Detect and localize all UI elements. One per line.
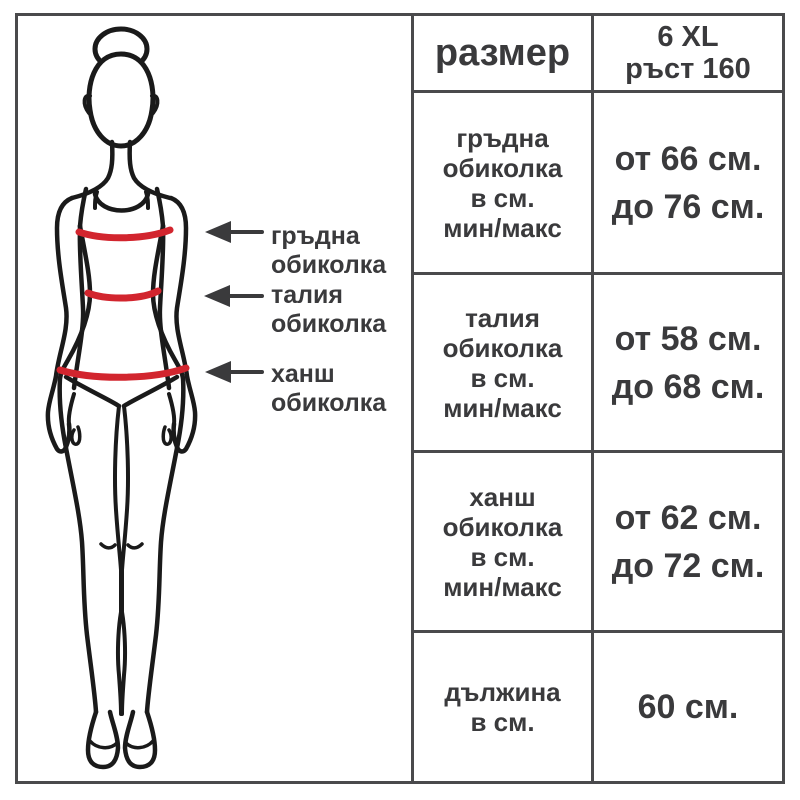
row-label-cell-bust [414,90,591,272]
row-label-cell-waist [414,272,591,450]
row-value-cell-length [591,630,782,781]
value-line: 60 см. [637,688,739,726]
value-line: до 68 см. [611,367,765,406]
label-line: мин/макс [443,571,562,602]
row-label-cell-length [414,630,591,781]
head [89,54,153,146]
label-line: обиколка [442,332,563,363]
arrow-left-icon [204,285,262,307]
bikini-line [66,377,119,406]
size-chart-frame [15,13,785,784]
value-line: от 58 см. [614,319,762,358]
annotation-line: обиколка [271,389,387,417]
label-line: в см. [470,362,535,393]
bust-annotation [271,222,386,280]
size-value-line: 6 XL [657,21,719,53]
label-line: талия [465,302,540,333]
label-line: гръдна [456,122,549,153]
annotation-line: обиколка [271,251,387,279]
size-value-line: ръст 160 [625,53,751,85]
label-line: обиколка [442,511,563,542]
label-line: ханш [469,481,536,512]
hip-annotation [271,360,386,418]
row-label-cell-hips [414,450,591,630]
label-line: в см. [470,182,535,213]
knee-mark [128,544,142,548]
label-line: в см. [470,707,535,737]
row-value-cell-waist [591,272,782,450]
size-header-label: размер [434,31,571,74]
arrow-left-icon [205,361,262,383]
label-line: мин/макс [443,212,562,243]
value-line: до 76 см. [611,187,765,226]
label-line: обиколка [442,152,563,183]
knee-mark [101,544,115,548]
table-header-value-cell [591,16,782,90]
label-line: мин/макс [443,392,562,423]
row-value-cell-hips [591,450,782,630]
annotation-line: гръдна [271,222,360,250]
row-value-cell-bust [591,90,782,272]
value-line: до 72 см. [611,546,765,585]
label-line: в см. [470,541,535,572]
value-line: от 62 см. [614,498,762,537]
leotard-top [80,189,163,226]
annotation-line: талия [271,281,343,309]
bust-measure-line [79,230,170,238]
arrow-left-icon [205,221,262,243]
annotation-line: ханш [271,360,335,388]
label-line: дължина [444,677,561,707]
size-chart-table [411,16,782,781]
feet [88,712,155,767]
waist-measure-line [88,291,158,298]
waist-annotation [271,281,386,339]
value-line: от 66 см. [614,139,762,178]
table-header-size-cell [414,16,591,90]
annotation-line: обиколка [271,310,387,338]
figure-area [18,16,411,781]
bikini-line [124,377,177,406]
